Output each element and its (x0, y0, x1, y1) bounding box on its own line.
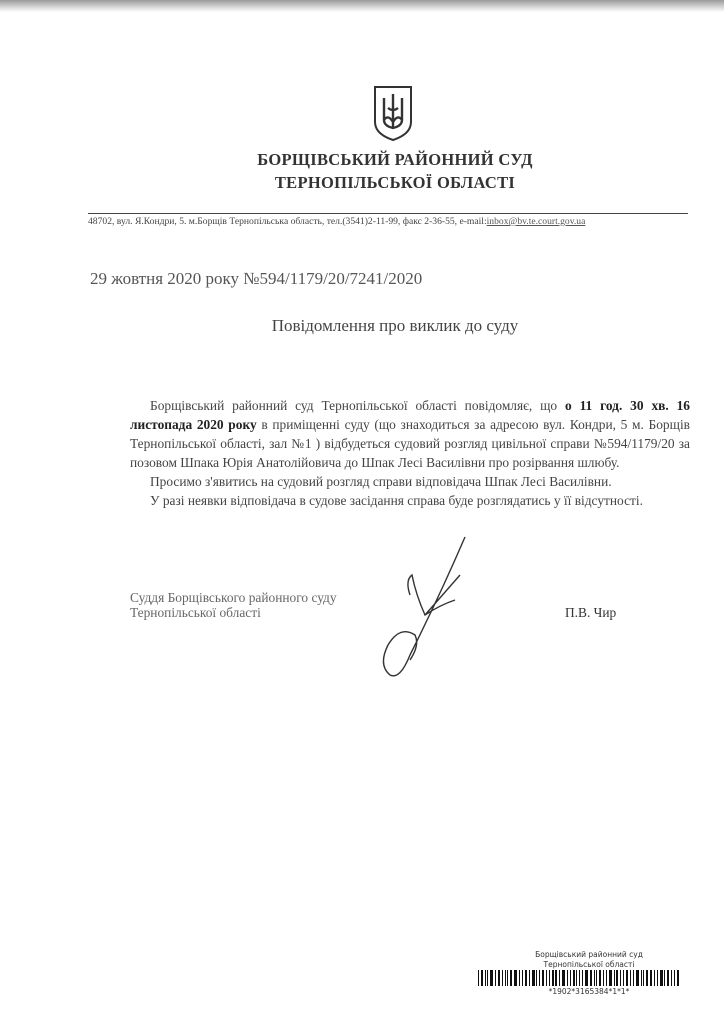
barcode-bar (490, 970, 493, 986)
header-divider (88, 213, 688, 214)
barcode-bar (654, 970, 655, 986)
barcode-bar (536, 970, 537, 986)
barcode-bar (633, 970, 634, 986)
paragraph-1 (130, 396, 690, 472)
barcode-bar (502, 970, 503, 986)
address-text: 48702, вул. Я.Кондри, 5. м.Борщів Тернопільська область, тел.(3541)2-11-99, факс 2-36-55, e-mail: (88, 216, 487, 227)
barcode-bar (630, 970, 631, 986)
barcode-bar (525, 970, 527, 986)
barcode-bar (567, 970, 568, 986)
stamp-line1: Борщівський районний суд (535, 950, 643, 959)
date-and-number: 29 жовтня 2020 року №594/1179/20/7241/2020 (90, 269, 423, 288)
barcode-bar (616, 970, 618, 986)
barcode-bar (585, 970, 588, 986)
handwritten-signature (370, 535, 470, 685)
judge-title-line1: Суддя Борщівського районного суду (130, 590, 337, 605)
signer-name: П.В. Чир (565, 605, 617, 620)
barcode-bar (522, 970, 523, 986)
barcode-bar (495, 970, 496, 986)
stamp-line2: Тернопільської області (543, 960, 635, 969)
barcode-bar (667, 970, 669, 986)
barcode-bar (664, 970, 665, 986)
barcode-bar (549, 970, 550, 986)
barcode (478, 970, 700, 986)
para1-text-cont: в приміщенні суду (що знаходиться за адресою вул. Кондри, 5 м. Борщів Тернопільської області, зал №1 ) відбудеться судовий розгляд цивільної справи №594/1179/20 за позовом Шпака Юрія Анатолійовича до Шпак Лесі Василівни про розірвання шлюбу. (130, 417, 690, 470)
barcode-bar (590, 970, 592, 986)
judge-title-line2: Тернопільської області (130, 605, 261, 620)
document-body (130, 396, 690, 510)
barcode-bar (562, 970, 565, 986)
barcode-bar (559, 970, 560, 986)
barcode-bar (594, 970, 595, 986)
barcode-bar (485, 970, 486, 986)
barcode-bar (674, 970, 675, 986)
barcode-bar (626, 970, 628, 986)
barcode-bar (641, 970, 642, 986)
barcode-bar (596, 970, 597, 986)
barcode-bar (660, 970, 663, 986)
paragraph-2: Просимо з'явитись на судовий розгляд справи відповідача Шпак Лесі Василівни. (150, 474, 612, 489)
barcode-bar (606, 970, 607, 986)
barcode-bar (510, 970, 512, 986)
barcode-bar (555, 970, 557, 986)
email-link[interactable]: inbox@bv.te.court.gov.ua (486, 216, 586, 227)
barcode-bar (582, 970, 583, 986)
barcode-text: *1902*3165384*1*1* (548, 987, 630, 996)
barcode-bar (603, 970, 604, 986)
barcode-bar (519, 970, 520, 986)
barcode-bar (487, 970, 488, 986)
barcode-bar (646, 970, 648, 986)
barcode-bar (609, 970, 612, 986)
barcode-bar (542, 970, 544, 986)
barcode-bar (576, 970, 577, 986)
court-name-line2: ТЕРНОПІЛЬСЬКОЇ ОБЛАСТІ (274, 173, 516, 192)
document-heading: Повідомлення про виклик до суду (271, 316, 519, 335)
paragraph-3: У разі неявки відповідача в судове засідання справа буде розглядатись у її відсутності. (150, 493, 643, 508)
barcode-bar (620, 970, 621, 986)
barcode-bar (671, 970, 672, 986)
barcode-bar (636, 970, 639, 986)
barcode-bar (579, 970, 580, 986)
barcode-bar (599, 970, 601, 986)
barcode-bar (573, 970, 575, 986)
hearing-datetime: о 11 год. 30 хв. 16 листопада 2020 року (130, 398, 690, 432)
barcode-bar (514, 970, 517, 986)
barcode-bar (529, 970, 530, 986)
barcode-bar (614, 970, 615, 986)
barcode-bar (507, 970, 508, 986)
barcode-bar (478, 970, 479, 986)
trident-coat-of-arms-icon (372, 84, 414, 142)
barcode-bar (552, 970, 554, 986)
barcode-bar (570, 970, 571, 986)
barcode-bar (657, 970, 658, 986)
para1-text: Борщівський районний суд Тернопільської області повідомляє, що (150, 398, 566, 413)
barcode-bar (498, 970, 500, 986)
scan-edge (0, 0, 724, 12)
barcode-bar (677, 970, 679, 986)
barcode-bar (481, 970, 483, 986)
barcode-bar (505, 970, 506, 986)
barcode-bar (539, 970, 540, 986)
barcode-bar (643, 970, 644, 986)
barcode-bar (532, 970, 535, 986)
court-name-line1: БОРЩІВСЬКИЙ РАЙОННИЙ СУД (257, 150, 533, 169)
barcode-bar (623, 970, 624, 986)
court-address (88, 216, 698, 227)
barcode-bar (546, 970, 547, 986)
barcode-bar (650, 970, 652, 986)
